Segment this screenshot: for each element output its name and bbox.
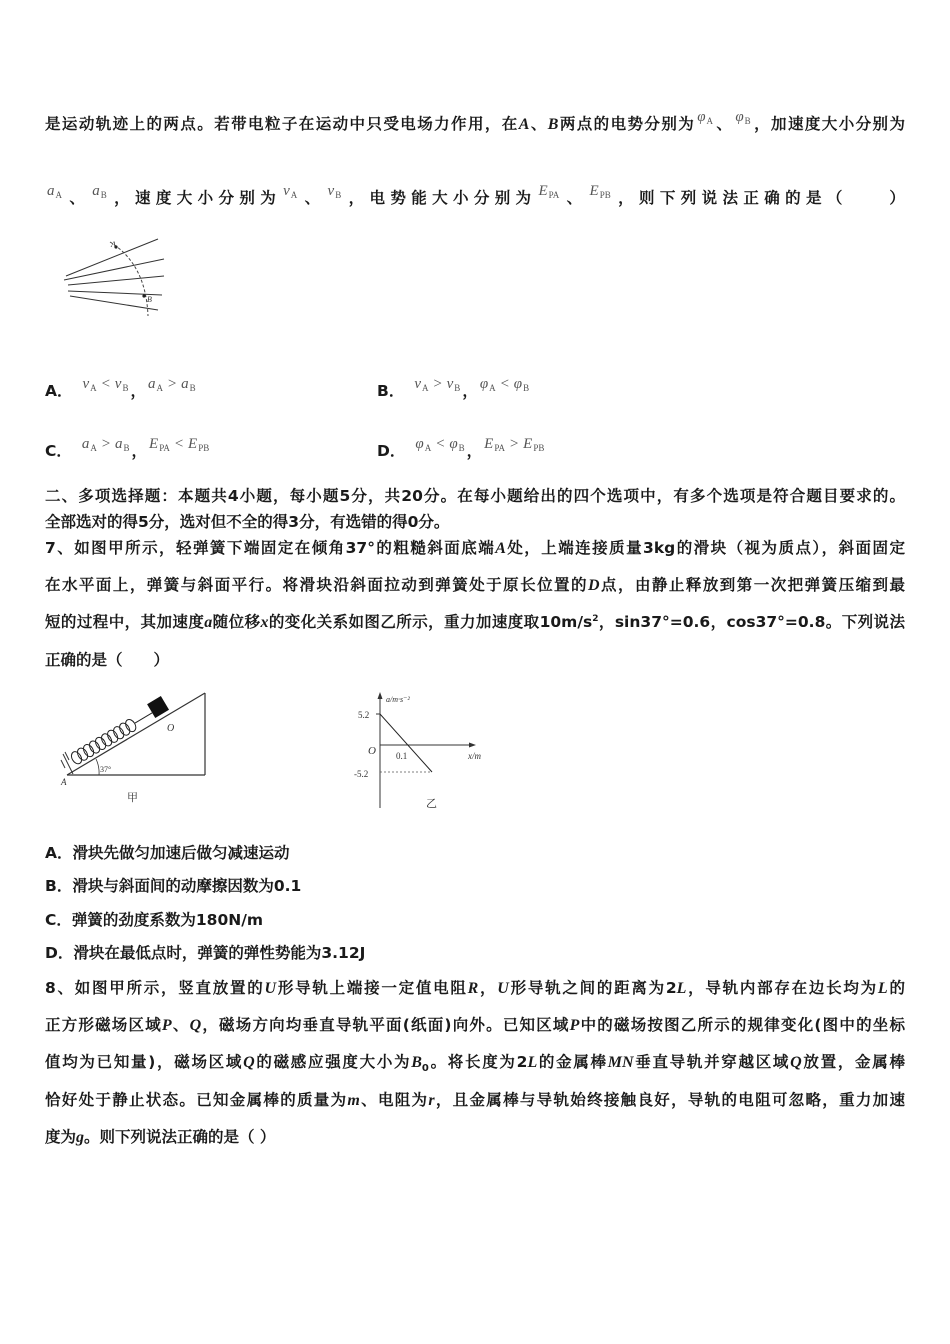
q7-option-d[interactable]: [45, 940, 365, 966]
option-content: $\varphi_A < \varphi_B$ ， $E_{PA} > E_{PB}$: [415, 436, 545, 460]
option-content: $v_A < v_B$ ， $a_A > a_B$: [82, 376, 196, 400]
q7-stem-line-3: 短的过程中，其加速度a随位移x的变化关系如图乙所示，重力加速度取$10m/s^2$，sin37°=0.6，cos37°=0.8。下列说法: [45, 613, 905, 631]
option-letter: C．: [45, 442, 72, 460]
x-axis-arrow: [469, 743, 476, 748]
math-symbol: $\varphi_B$: [735, 109, 751, 126]
italic-variable: P: [161, 1017, 172, 1034]
field-line: [64, 259, 164, 280]
option-text: 弹簧的劲度系数为180N/m: [71, 911, 264, 929]
math-subscript: A: [90, 383, 97, 393]
math-subscript: B: [335, 190, 342, 200]
field-line: [68, 276, 164, 285]
math-symbol: >: [167, 376, 178, 392]
math-subscript: PB: [599, 190, 611, 200]
section-2-heading-line-2: 全部选对的得5分，选对但不全的得3分，有选错的得0分。: [45, 513, 450, 531]
angle-arc: [96, 759, 99, 775]
y-axis-arrow: [378, 692, 383, 699]
field-line: [70, 296, 158, 310]
math-subscript: PA: [494, 443, 506, 453]
math-subscript: PA: [159, 443, 170, 453]
q6-stem-line-1: 是运动轨迹上的两点。若带电粒子在运动中只受电场力作用，在A、B两点的电势分别为 $\varphi_A$ 、 $\varphi_B$ ，加速度大小分别为: [45, 109, 905, 133]
math-symbol: $a_B$: [115, 436, 130, 453]
italic-variable: L: [527, 1054, 538, 1071]
q7-option-b[interactable]: [45, 873, 301, 899]
math-subscript: B: [122, 383, 129, 393]
math-symbol: $\varphi_A$: [697, 109, 714, 126]
incline-surface: [67, 693, 205, 775]
math-symbol: $v_B$: [327, 183, 342, 200]
superscript: 2: [592, 614, 599, 624]
q7-option-a[interactable]: [45, 840, 290, 866]
q8-stem-line-4: 恰好处于静止状态。已知金属棒的质量为m、电阻为r，且金属棒与导轨始终接触良好，导轨的电阻可忽略，重力加速: [45, 1091, 905, 1109]
math-symbol: <: [100, 376, 111, 392]
math-subscript: PB: [198, 443, 210, 453]
q6-field-line-figure: [58, 234, 173, 319]
option-letter: A．: [45, 382, 73, 400]
italic-variable: Q: [790, 1054, 802, 1071]
math-subscript: A: [90, 443, 97, 453]
math-symbol: $v_A$: [283, 183, 298, 200]
math-symbol: <: [499, 376, 510, 392]
q7-stem-line-1: 7、如图甲所示，轻弹簧下端固定在倾角37°的粗糙斜面底端A处，上端连接质量3kg的滑块（视为质点），斜面固定: [45, 539, 905, 557]
figure-caption-yi: 乙: [426, 798, 437, 810]
italic-variable: Q: [189, 1017, 202, 1034]
italic-variable: Q: [243, 1054, 255, 1071]
q6-option-c[interactable]: [45, 438, 211, 464]
q7-figure-jia: [55, 688, 220, 810]
math-subscript: A: [422, 383, 429, 393]
math-subscript: B: [100, 190, 107, 200]
italic-variable: g: [76, 1129, 85, 1146]
y-axis-label: a/m·s⁻²: [386, 695, 410, 704]
math-symbol: $\varphi_A$: [479, 376, 496, 393]
math-subscript: A: [489, 383, 496, 393]
option-letter: A．: [45, 844, 73, 862]
option-content: $a_A > a_B$ ， $E_{PA} < E_{PB}$: [81, 436, 210, 460]
math-subscript: B: [189, 383, 196, 393]
option-letter: B．: [45, 877, 73, 895]
point-a-label: A: [61, 777, 67, 787]
option-letter: D．: [377, 442, 406, 460]
spring: [68, 696, 170, 766]
q6-stem-line-2: $a_A$ 、 $a_B$ ，速度大小分别为 $v_A$ 、 $v_B$ ，电势能大小分别为 $E_{PA}$ 、 $E_{PB}$ ，则下列说法正确的是（ ）: [47, 183, 905, 207]
math-subscript: B: [123, 443, 130, 453]
math-symbol: $v_A$: [82, 376, 97, 393]
math-subscript: B: [744, 116, 751, 126]
math-subscript: A: [706, 116, 714, 126]
point-b-dot: [142, 294, 145, 297]
math-subscript: B: [458, 443, 465, 453]
math-subscript: A: [424, 443, 432, 453]
subscript: 0: [421, 1063, 429, 1074]
figure-caption-jia: 甲: [127, 792, 138, 804]
math-subscript: B: [454, 383, 461, 393]
point-o-label: O: [167, 723, 175, 734]
italic-variable: U: [497, 980, 509, 997]
math-symbol: $E_{PA}$: [149, 436, 170, 453]
option-letter: D．: [45, 944, 74, 962]
italic-variable: B: [547, 116, 559, 133]
math-subscript: A: [290, 190, 298, 200]
math-subscript: PA: [548, 190, 560, 200]
math-symbol: <: [435, 436, 446, 452]
math-symbol: $v_B$: [446, 376, 461, 393]
math-subscript: PB: [533, 443, 545, 453]
q8-stem-line-1: 8、如图甲所示，竖直放置的U形导轨上端接一定值电阻R，U形导轨之间的距离为2L，导轨内部存在边长均为L的: [45, 979, 905, 997]
math-symbol: $E_{PB}$: [589, 183, 611, 200]
italic-variable: r: [428, 1092, 435, 1109]
y-bottom-tick-label: -5.2: [354, 769, 369, 779]
math-symbol: >: [100, 436, 112, 452]
option-text: 滑块先做匀加速后做匀减速运动: [72, 844, 290, 862]
math-symbol: $E_{PB}$: [188, 436, 210, 453]
option-letter: B．: [377, 382, 405, 400]
point-b-label: B: [147, 295, 152, 304]
block: [147, 696, 169, 718]
math-subscript: B: [523, 383, 530, 393]
origin-label: O: [368, 745, 376, 757]
x-axis-label: x/m: [468, 751, 481, 761]
section-2-heading-line-1: 二、多项选择题：本题共4小题，每小题5分，共20分。在每小题给出的四个选项中，有多个选项是符合题目要求的。: [45, 487, 905, 505]
option-content: $v_A > v_B$ ， $\varphi_A < \varphi_B$: [414, 376, 530, 400]
q7-stem-line-2: 在水平面上，弹簧与斜面平行。将滑块沿斜面拉动到弹簧处于原长位置的D点，由静止释放到第一次把弹簧压缩到最: [45, 576, 905, 594]
math-symbol: $\varphi_B$: [449, 436, 465, 453]
q8-stem-line-5: 度为g。则下列说法正确的是（ ）: [45, 1128, 276, 1146]
y-top-tick-label: 5.2: [358, 710, 370, 720]
q7-option-c[interactable]: [45, 907, 263, 933]
math-symbol: >: [509, 436, 520, 452]
x-tick-label: 0.1: [396, 751, 408, 761]
option-letter: C．: [45, 911, 72, 929]
math-symbol: $a_B$: [92, 183, 107, 200]
italic-variable: U: [264, 980, 277, 997]
math-symbol: $E_{PA}$: [484, 436, 506, 453]
q6-option-b[interactable]: [377, 378, 531, 404]
q7-stem-line-4: 正确的是（ ）: [45, 651, 170, 669]
graph-line: [380, 714, 432, 772]
math-symbol: $v_B$: [114, 376, 129, 393]
math-symbol: $\varphi_A$: [415, 436, 432, 453]
italic-variable: x: [260, 614, 269, 631]
italic-variable: D: [587, 577, 600, 594]
math-symbol: $a_A$: [148, 376, 163, 393]
italic-variable: P: [569, 1017, 580, 1034]
math-symbol: $a_B$: [181, 376, 196, 393]
math-symbol: <: [173, 436, 185, 452]
italic-variable: R: [467, 980, 479, 997]
math-symbol: $v_A$: [414, 376, 429, 393]
italic-variable: A: [495, 540, 506, 557]
math-subscript: A: [55, 190, 62, 200]
math-symbol: $a_A$: [81, 436, 97, 453]
point-a-label: A: [111, 240, 116, 249]
italic-variable: MN: [607, 1054, 634, 1071]
italic-variable: a: [204, 614, 213, 631]
italic-variable: A: [518, 116, 530, 133]
math-symbol: $a_A$: [47, 183, 62, 200]
math-symbol: $\varphi_B$: [513, 376, 530, 393]
math-symbol: $E_{PA}$: [538, 183, 560, 200]
math-symbol: >: [432, 376, 443, 392]
math-symbol: $E_{PB}$: [523, 436, 545, 453]
math-subscript: A: [156, 383, 163, 393]
q6-option-a[interactable]: [45, 378, 198, 404]
q7-figure-yi: [340, 690, 500, 815]
option-text: 滑块在最低点时，弹簧的弹性势能为3.12J: [73, 944, 366, 962]
italic-variable: L: [676, 980, 687, 997]
italic-variable: L: [877, 980, 888, 997]
q8-stem-line-3: 值均为已知量)，磁场区域Q的磁感应强度大小为$B_0$。将长度为2L的金属棒MN垂直导轨并穿越区域Q放置，金属棒: [45, 1053, 905, 1074]
q8-stem-line-2: 正方形磁场区域P、Q，磁场方向均垂直导轨平面(纸面)向外。已知区域P中的磁场按图乙所示的规律变化(图中的坐标: [45, 1016, 905, 1034]
italic-variable: m: [347, 1092, 360, 1109]
italic-variable: B: [411, 1054, 422, 1071]
option-text: 滑块与斜面间的动摩擦因数为0.1: [72, 877, 302, 895]
q6-option-d[interactable]: [377, 438, 546, 464]
angle-label: 37°: [100, 765, 112, 774]
